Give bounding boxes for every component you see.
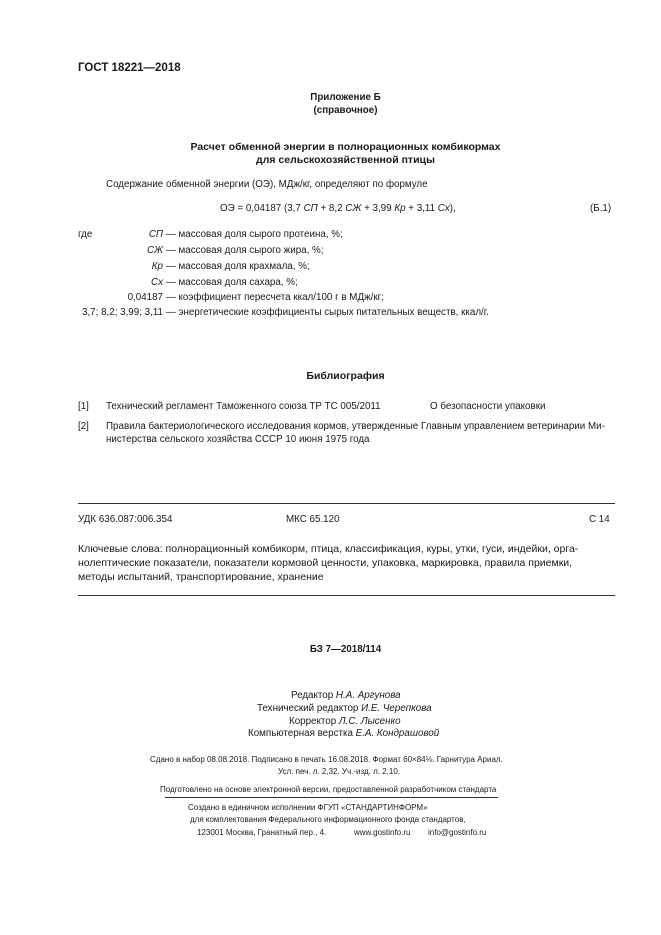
publisher-address: 123001 Москва, Гранатный пер., 4. xyxy=(197,828,327,837)
appendix-subtitle: (справочное) xyxy=(313,105,378,116)
credit-line xyxy=(289,716,401,727)
definition-text: — энергетические коэффициенты сырых питательных веществ, ккал/г. xyxy=(166,307,489,318)
bib-text: нистерства сельского хозяйства СССР 10 июня 1975 года xyxy=(106,434,370,445)
definition-text: — массовая доля сырого протеина, %; xyxy=(166,229,343,240)
bib-text-tail: О безопасности упаковки xyxy=(430,401,546,412)
formula-part: + 3,99 xyxy=(361,203,395,214)
publisher-email[interactable]: info@gostinfo.ru xyxy=(428,828,487,837)
formula-var-sp: СП xyxy=(303,203,318,214)
document-code: ГОСТ 18221—2018 xyxy=(78,62,181,74)
keywords-line: нолептические показатели, показатели кормовой ценности, упаковка, маркировка, правила приемки, xyxy=(78,557,573,569)
imprint-line: Создано в единичном исполнении ФГУП «СТАНДАРТИНФОРМ» xyxy=(188,803,428,812)
credit-name: Н.А. Аргунова xyxy=(335,690,401,701)
udk-code: УДК 636.087:006.354 xyxy=(78,514,173,525)
credit-name: Е.А. Кондрашовой xyxy=(355,728,440,739)
formula-var-kr: Кр xyxy=(394,203,406,214)
bib-number: [2] xyxy=(78,421,89,432)
definition-symbol: 0,04187 xyxy=(127,292,163,303)
definition-text: — массовая доля сырого жира, %; xyxy=(166,245,324,256)
credit-name: И.Е. Черепкова xyxy=(361,703,432,714)
imprint-line: Подготовлено на основе электронной версии, предоставленной разработчиком стандарта xyxy=(160,785,497,794)
formula-var-szh: СЖ xyxy=(345,203,362,214)
section-title-line2: для сельскохозяйственной птицы xyxy=(256,154,435,166)
credit-line xyxy=(291,690,401,701)
formula-part: ОЭ = 0,04187 (3,7 xyxy=(220,203,304,214)
intro-text: Содержание обменной энергии (ОЭ), МДж/кг, определяют по формуле xyxy=(106,179,428,190)
formula xyxy=(220,203,456,214)
appendix-title: Приложение Б xyxy=(310,92,381,103)
formula-number: (Б.1) xyxy=(590,203,612,214)
credit-name: Л.С. Лысенко xyxy=(338,716,401,727)
imprint-line: для комплектования Федерального информационного фонда стандартов, xyxy=(190,815,466,824)
section-title-line1: Расчет обменной энергии в полнорационных комбикормах xyxy=(190,141,501,153)
publisher-website[interactable]: www.gostinfo.ru xyxy=(354,828,411,837)
definition-symbol: СЖ xyxy=(146,245,163,256)
credit-role: Компьютерная верстка xyxy=(248,728,353,739)
credit-role: Корректор xyxy=(289,716,337,727)
definition-text: — массовая доля сахара, %; xyxy=(166,277,298,288)
bz-number: БЗ 7—2018/114 xyxy=(309,644,382,655)
bib-text: Правила бактериологического исследования кормов, утвержденные Главным управлением ветеринарии Ми- xyxy=(106,421,605,432)
credit-role: Технический редактор xyxy=(257,703,359,714)
formula-part: + 8,2 xyxy=(317,203,346,214)
divider xyxy=(78,595,615,596)
formula-part: ), xyxy=(449,203,456,214)
credit-line xyxy=(248,728,439,739)
keywords-line: Ключевые слова: полнорационный комбикорм, птица, классификация, куры, утки, гуси, индейки, орга- xyxy=(78,543,579,555)
definition-symbol: СП xyxy=(148,229,163,240)
divider xyxy=(165,797,498,798)
formula-part: + 3,11 xyxy=(405,203,438,214)
okp-code: С 14 xyxy=(589,514,610,525)
divider xyxy=(78,503,615,504)
formula-var-sx: Сх xyxy=(437,203,450,214)
imprint-line: Сдано в набор 08.08.2018. Подписано в печать 16.08.2018. Формат 60×84⅛. Гарнитура Ариал. xyxy=(150,755,503,764)
mks-code: МКС 65.120 xyxy=(286,514,340,525)
bib-number: [1] xyxy=(78,401,89,412)
credit-line xyxy=(257,703,432,714)
definition-symbol: Кр xyxy=(151,261,163,272)
bibliography-title: Библиография xyxy=(306,370,385,382)
bib-text: Технический регламент Таможенного союза ТР ТС 005/2011 xyxy=(106,401,381,412)
definition-symbol: Сх xyxy=(151,277,163,288)
where-label: где xyxy=(78,229,93,240)
keywords-line: методы испытаний, транспортирование, хранение xyxy=(78,571,324,583)
definition-text: — коэффициент пересчета ккал/100 г в МДж/кг; xyxy=(166,292,384,303)
imprint-line: Усл. печ. л. 2,32. Уч.-изд. л. 2,10. xyxy=(278,767,401,776)
definition-symbol: 3,7; 8,2; 3,99; 3,11 xyxy=(82,307,163,318)
definition-text: — массовая доля крахмала, %; xyxy=(166,261,310,272)
credit-role: Редактор xyxy=(291,690,334,701)
